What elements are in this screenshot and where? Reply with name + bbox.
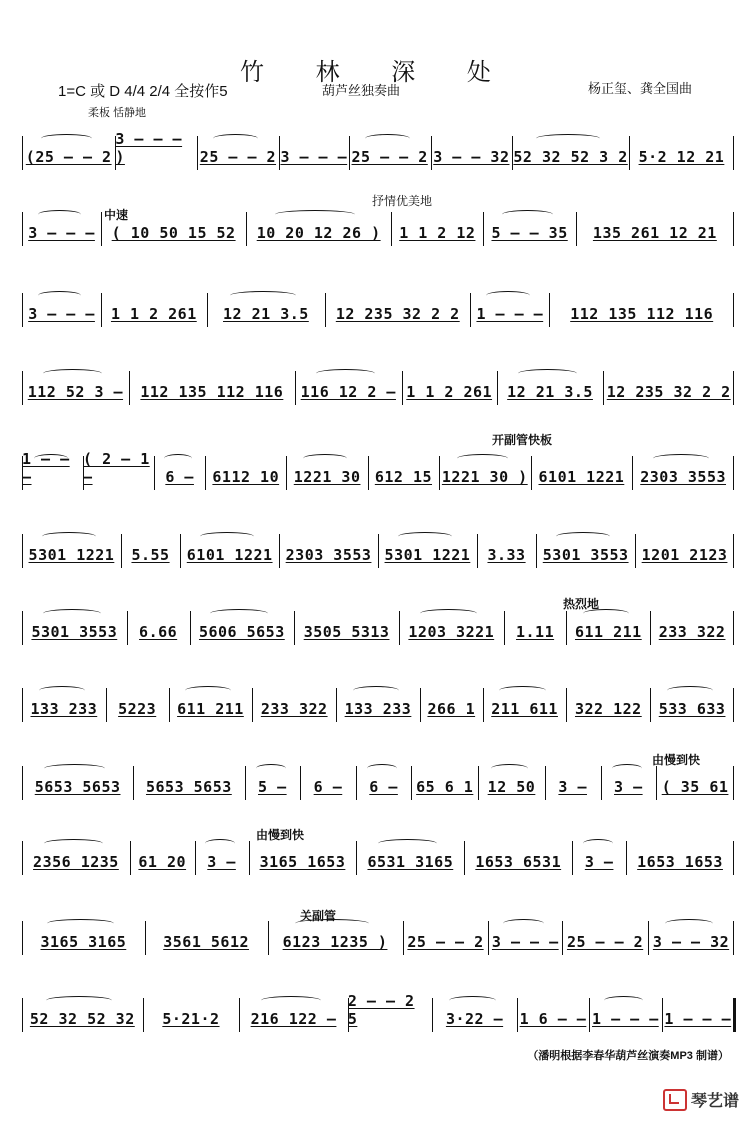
measure-notes: 3 — — — — [280, 148, 348, 166]
measure — [566, 682, 650, 726]
measure — [133, 760, 244, 804]
slur — [210, 609, 268, 618]
measure-notes: 5 — — 35 — [491, 224, 568, 242]
measure-notes: 6.66 — [139, 623, 178, 641]
measure — [130, 835, 195, 879]
measure-notes: 3 — — [558, 778, 587, 796]
slur — [275, 210, 355, 219]
measure — [106, 682, 169, 726]
measure-notes: 211 611 — [491, 700, 558, 718]
measure — [300, 760, 356, 804]
measure — [294, 605, 399, 649]
transcription-credit: （潘明根据李春华葫芦丝演奏MP3 制谱） — [527, 1050, 729, 1062]
slur — [44, 839, 103, 848]
measure — [629, 130, 734, 174]
measure-notes: 6123 1235 ) — [282, 933, 388, 951]
measure-notes: 3 — — [584, 853, 614, 871]
measure — [650, 605, 734, 649]
measure-notes: 10 20 12 26 ) — [256, 224, 381, 242]
slur — [378, 839, 437, 848]
measure — [626, 835, 734, 879]
measure-notes: 233 322 — [260, 700, 328, 718]
barline — [733, 921, 734, 955]
measure-notes: 52 32 52 32 — [29, 1010, 135, 1028]
measure-notes: 3 — — — — [491, 933, 559, 951]
expression-youmandaokuai-1: 由慢到快 — [652, 753, 701, 767]
measure-notes: 1653 6531 — [475, 853, 562, 871]
slur — [457, 454, 507, 463]
measure-notes: 1201 2123 — [641, 546, 728, 564]
measure-notes: 5301 1221 — [384, 546, 471, 564]
measure-notes: 5301 3553 — [31, 623, 118, 641]
measure-notes: 1221 30 — [293, 468, 361, 486]
measure-notes: 266 1 — [427, 700, 476, 718]
slur — [43, 609, 101, 618]
score-system — [22, 760, 734, 804]
measure-notes: 5.55 — [131, 546, 170, 564]
score-system — [22, 835, 734, 879]
score-system — [22, 287, 734, 331]
barline — [733, 293, 734, 327]
tempo-marking: 柔板 恬静地 — [88, 107, 147, 119]
measure-notes: 6 — — [369, 778, 398, 796]
measure-notes: 3165 3165 — [40, 933, 127, 951]
slur — [491, 764, 528, 773]
key-signature: 1=C 或 D 4/4 2/4 全按作5 — [58, 83, 228, 100]
slur — [185, 686, 231, 695]
measure-notes: 133 233 — [30, 700, 98, 718]
measure-notes: 112 135 112 116 — [140, 383, 284, 401]
slur — [41, 134, 92, 143]
slur — [612, 764, 643, 773]
slur — [398, 532, 452, 541]
measure-notes: 5653 5653 — [145, 778, 232, 796]
expression-zhongsu: 中速 — [104, 208, 129, 222]
slur — [261, 996, 321, 1005]
score-system — [22, 528, 734, 572]
measure — [411, 760, 478, 804]
slur — [604, 996, 644, 1005]
measure-notes: 611 211 — [574, 623, 642, 641]
slur — [38, 291, 82, 300]
expression-youmandaokuai-2: 由慢到快 — [256, 828, 305, 842]
measure — [635, 528, 734, 572]
slur — [365, 134, 410, 143]
barline — [733, 456, 734, 490]
measure-notes: 5223 — [118, 700, 157, 718]
measure-notes: 2356 1235 — [33, 853, 119, 871]
slur — [38, 210, 82, 219]
song-subtitle: 葫芦丝独奏曲 — [322, 83, 401, 98]
expression-kaifuguan: 开副管快板 — [492, 433, 553, 447]
slur — [39, 686, 85, 695]
barline — [733, 841, 734, 875]
measure-notes: ( 2 — 1 — — [83, 450, 150, 486]
measure-notes: 2303 3553 — [640, 468, 727, 486]
measure-notes: 3 — — — — [28, 224, 95, 242]
slur — [499, 686, 545, 695]
measure-notes: 1 1 2 261 — [110, 305, 197, 323]
measure — [101, 287, 206, 331]
barline — [733, 766, 734, 800]
measure-notes: ( 10 50 15 52 — [111, 224, 236, 242]
slur — [205, 839, 235, 848]
slur — [230, 291, 295, 300]
slur — [367, 764, 398, 773]
measure — [576, 206, 734, 250]
barline — [733, 212, 734, 246]
measure-notes: 2 — — 2 5 — [347, 992, 415, 1028]
slur — [449, 996, 495, 1005]
measure-notes: 612 15 — [374, 468, 433, 486]
measure-notes: 3 — — [207, 853, 236, 871]
slur — [43, 369, 102, 378]
barline — [733, 136, 734, 170]
measure — [517, 992, 589, 1036]
measure-notes: 3561 5612 — [163, 933, 250, 951]
slur — [47, 919, 115, 928]
measure-notes: (25 — — 2 — [25, 148, 112, 166]
measure-notes: 1 — — — — [664, 1010, 732, 1028]
measure-notes: 116 12 2 — — [300, 383, 396, 401]
score-system — [22, 605, 734, 649]
measure — [129, 365, 295, 409]
measure — [252, 682, 336, 726]
slur — [256, 764, 287, 773]
measure-notes: 133 233 — [344, 700, 412, 718]
measure — [545, 760, 601, 804]
measure-notes: 6531 3165 — [367, 853, 454, 871]
slur — [44, 764, 105, 773]
measure-notes: 5653 5653 — [34, 778, 121, 796]
composer: 杨正玺、龚全国曲 — [588, 81, 693, 96]
measure-notes: 12 235 32 2 2 — [606, 383, 731, 401]
measure-notes: 1221 30 ) — [441, 468, 528, 486]
slur — [665, 919, 712, 928]
measure — [145, 915, 268, 959]
measure-notes: 5 — — [258, 778, 287, 796]
measure — [325, 287, 470, 331]
measure-notes: 1 — — — — [592, 1010, 659, 1028]
barline — [733, 688, 734, 722]
expression-relie: 热烈地 — [563, 597, 600, 611]
measure — [205, 450, 286, 494]
measure-notes: 3505 5313 — [303, 623, 390, 641]
score-system — [22, 992, 734, 1036]
measure-notes: 6 — — [313, 778, 343, 796]
measure-notes: 12 50 — [487, 778, 536, 796]
measure-notes: 3.33 — [487, 546, 526, 564]
measure-notes: 12 21 3.5 — [223, 305, 309, 323]
measure-notes: 25 — — 2 — [566, 933, 644, 951]
measure-notes: 3 — — — — [28, 305, 95, 323]
measure-notes: 6 — — [165, 468, 194, 486]
measure-notes: 1 1 2 261 — [406, 383, 493, 401]
measure-notes: 1203 3221 — [408, 623, 495, 641]
measure — [464, 835, 572, 879]
barline — [733, 534, 734, 568]
slur — [213, 134, 258, 143]
slur — [486, 291, 530, 300]
slur — [556, 532, 610, 541]
slur — [34, 454, 68, 463]
measure-notes: 6112 10 — [212, 468, 280, 486]
measure — [83, 450, 154, 494]
measure — [420, 682, 483, 726]
barline — [733, 611, 734, 645]
measure — [562, 915, 648, 959]
measure-notes: 52 32 52 3 2 — [513, 148, 628, 166]
score-system — [22, 365, 734, 409]
measure-notes: 12 235 32 2 2 — [335, 305, 460, 323]
measure-notes: 1 — — — — [476, 305, 544, 323]
measure-notes: ( 35 61 — [661, 778, 729, 796]
score-system — [22, 915, 734, 959]
measure-notes: 5·21·2 — [162, 1010, 220, 1028]
measure — [279, 528, 378, 572]
measure-notes: 6101 1221 — [538, 468, 625, 486]
measure-notes: 5301 1221 — [28, 546, 115, 564]
measure-notes: 135 261 12 21 — [592, 224, 717, 242]
measure-notes: 3·22 — — [445, 1010, 504, 1028]
slur — [536, 134, 600, 143]
measure-notes: 233 322 — [658, 623, 726, 641]
slur — [503, 919, 544, 928]
slur — [420, 609, 478, 618]
measure — [504, 605, 567, 649]
barline — [733, 998, 736, 1032]
measure — [662, 992, 734, 1036]
song-title: 竹 林 深 处 — [240, 58, 513, 86]
measure-notes: 112 52 3 — — [27, 383, 124, 401]
measure — [531, 450, 633, 494]
measure-notes: 3 — — 32 — [433, 148, 510, 166]
score-system — [22, 450, 734, 494]
measure — [603, 365, 734, 409]
measure-notes: 5301 3553 — [542, 546, 629, 564]
measure — [279, 130, 349, 174]
measure-notes: 3 — — [614, 778, 643, 796]
measure-notes: 25 — — 2 — [351, 148, 428, 166]
score-system — [22, 206, 734, 250]
logo-text: 琴艺谱 — [690, 1093, 739, 1110]
expression-shuqing: 抒情优美地 — [372, 194, 433, 208]
slur — [46, 996, 112, 1005]
expression-guanfuguan: 关副管 — [300, 909, 337, 923]
slur — [667, 686, 713, 695]
measure-notes: 533 633 — [658, 700, 726, 718]
measure-notes: 5·2 12 21 — [638, 148, 725, 166]
measure — [549, 287, 734, 331]
slur — [316, 369, 375, 378]
measure — [127, 605, 190, 649]
measure-notes: 112 135 112 116 — [570, 305, 714, 323]
score-system — [22, 682, 734, 726]
measure-notes: 3 — — — ) — [115, 130, 183, 166]
slur — [518, 369, 577, 378]
slur — [42, 532, 96, 541]
measure-notes: 1 — — — — [22, 450, 70, 486]
measure-notes: 3 — — 32 — [652, 933, 730, 951]
logo-icon — [663, 1089, 687, 1111]
slur — [353, 686, 399, 695]
measure-notes: 65 6 1 — [416, 778, 474, 796]
measure-notes: 1653 1653 — [637, 853, 723, 871]
measure — [402, 365, 497, 409]
measure-notes: 1 1 2 12 — [399, 224, 476, 242]
score-system — [22, 130, 734, 174]
measure — [391, 206, 483, 250]
slur — [583, 839, 613, 848]
measure-notes: 1.11 — [515, 623, 555, 641]
measure-notes: 25 — — 2 — [199, 148, 277, 166]
measure-notes: 6101 1221 — [186, 546, 273, 564]
measure — [143, 992, 240, 1036]
barline — [733, 371, 734, 405]
measure — [115, 130, 197, 174]
slur — [200, 532, 254, 541]
measure-notes: 61 20 — [138, 853, 187, 871]
measure-notes: 5606 5653 — [198, 623, 285, 641]
measure — [477, 528, 536, 572]
slur — [502, 210, 553, 219]
measure-notes: 1 6 — — — [519, 1010, 587, 1028]
measure — [431, 130, 513, 174]
measure — [348, 992, 432, 1036]
measure-notes: 322 122 — [574, 700, 642, 718]
measure — [368, 450, 439, 494]
measure-notes: 611 211 — [177, 700, 244, 718]
measure-notes: 2303 3553 — [285, 546, 372, 564]
measure-notes: 3165 1653 — [259, 853, 346, 871]
measure-notes: 25 — — 2 — [407, 933, 484, 951]
measure — [121, 528, 180, 572]
measure-notes: 12 21 3.5 — [507, 383, 593, 401]
slur — [164, 454, 192, 463]
measure — [403, 915, 489, 959]
site-logo[interactable] — [663, 1088, 739, 1111]
slur — [303, 454, 348, 463]
measure-notes: 216 122 — — [250, 1010, 337, 1028]
slur — [653, 454, 709, 463]
